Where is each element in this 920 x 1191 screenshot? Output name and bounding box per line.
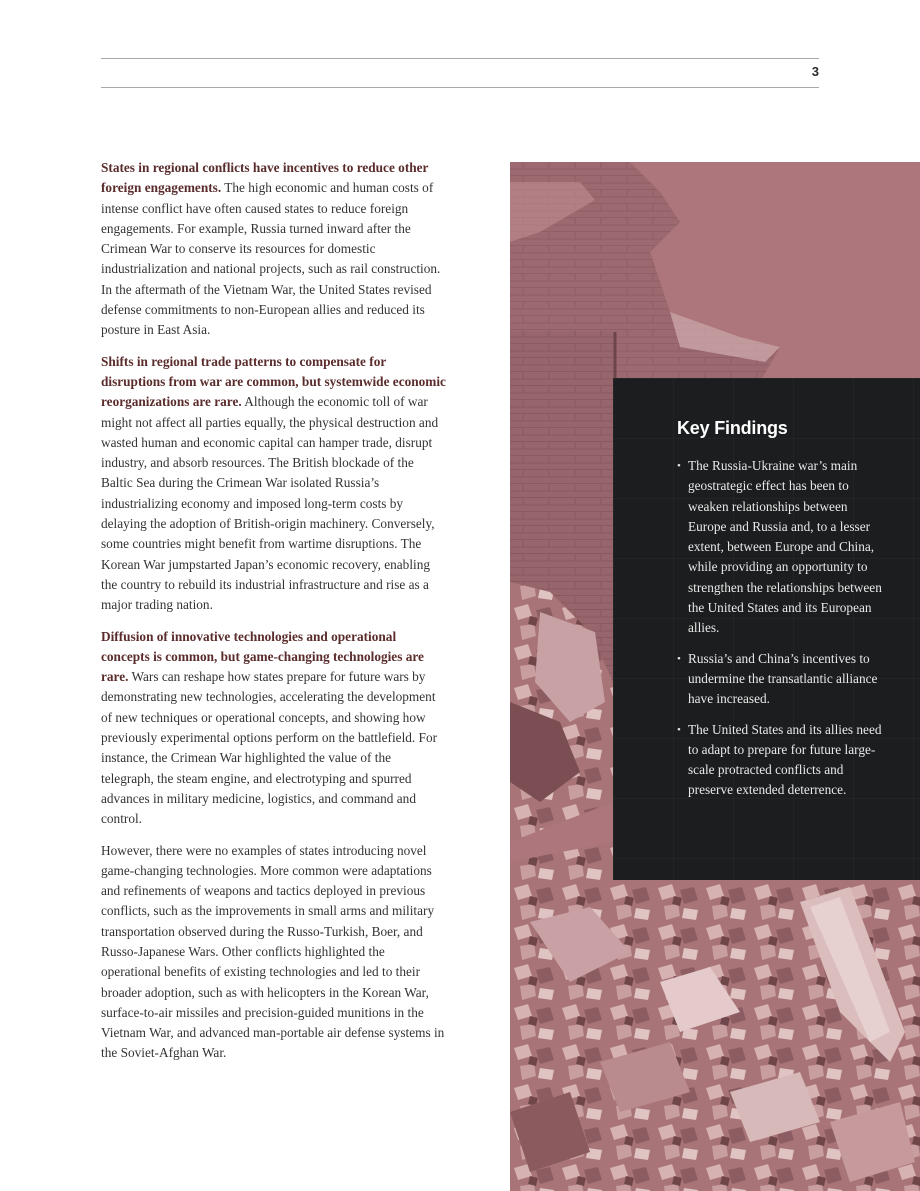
lead-in: Diffusion of innovative technologies and operational concepts is common, but game-changing technologies are rare. — [101, 628, 424, 685]
main-text-column — [101, 158, 446, 1075]
key-finding-item: • The United States and its allies need to adapt to prepare for future large-scale protracted conflicts and preserve extended deterrence. — [677, 720, 882, 801]
lead-in: States in regional conflicts have incentives to reduce other foreign engagements. — [101, 160, 429, 196]
lead-in: Shifts in regional trade patterns to compensate for disruptions from war are common, but systemwide economic reorganizations are rare. — [101, 353, 446, 410]
paragraph-body: However, there were no examples of states introducing novel game-changing technologies. More common were adaptations and refinements of weapons and tactics deployed in previous conflicts, such as the improvements in small arms and military transportation observed during the Russo-Turkish, Boer, and Russo-Japanese Wars. Other conflicts highlighted the operational benefits of existing technologies and led to their broader adoption, such as with helicopters in the Korean War, surface-to-air missiles and precision-guided munitions in the Vietnam War, and advanced man-portable air defense systems in the Soviet-Afghan War. — [101, 842, 445, 1061]
key-findings-title: Key Findings — [677, 418, 788, 438]
paragraph-adaptations — [101, 841, 446, 1064]
key-findings-list — [677, 456, 882, 811]
paragraph-body: The high economic and human costs of intense conflict have often caused states to reduce foreign engagements. For example, Russia turned inward after the Crimean War to conserve its resources for domestic industrialization and national projects, such as rail construction. In the aftermath of the Vietnam War, the United States revised defense commitments to non-European allies and reduced its posture in East Asia. — [101, 180, 441, 338]
paragraph-body: Although the economic toll of war might not affect all parties equally, the physical destruction and wasted human and economic capital can hamper trade, disrupt industry, and absorb resources. The British blockade of the Baltic Sea during the Crimean War isolated Russia’s industrializing economy and imposed long-term costs by delaying the adoption of British-origin machinery. Conversely, some countries might benefit from wartime disruptions. The Korean War jumpstarted Japan’s economic recovery, enabling the country to rebuild its industrial infrastructure and rise as a major trading nation. — [101, 394, 439, 613]
key-findings-box — [613, 378, 920, 880]
paragraph-trade-patterns — [101, 352, 446, 616]
header-rule-top — [101, 58, 819, 59]
paragraph-body: Wars can reshape how states prepare for future wars by demonstrating new technologies, accelerating the development of new techniques or operational concepts, and showing how previously experimental options perform on the battlefield. For instance, the Crimean War highlighted the value of the telegraph, the steam engine, and electrotyping and spurred advances in military medicine, logistics, and command and control. — [101, 669, 438, 827]
key-finding-item: • Russia’s and China’s incentives to undermine the transatlantic alliance have increased. — [677, 649, 882, 710]
paragraph-foreign-engagements — [101, 158, 446, 341]
page-number: 3 — [811, 64, 819, 79]
header-rule-bottom — [101, 87, 819, 88]
paragraph-technologies — [101, 627, 446, 830]
key-finding-item: • The Russia-Ukraine war’s main geostrategic effect has been to weaken relationships between Europe and Russia and, to a lesser extent, between Europe and China, while providing an opportunity to strengthen the relationships between the United States and its European allies. — [677, 456, 882, 639]
